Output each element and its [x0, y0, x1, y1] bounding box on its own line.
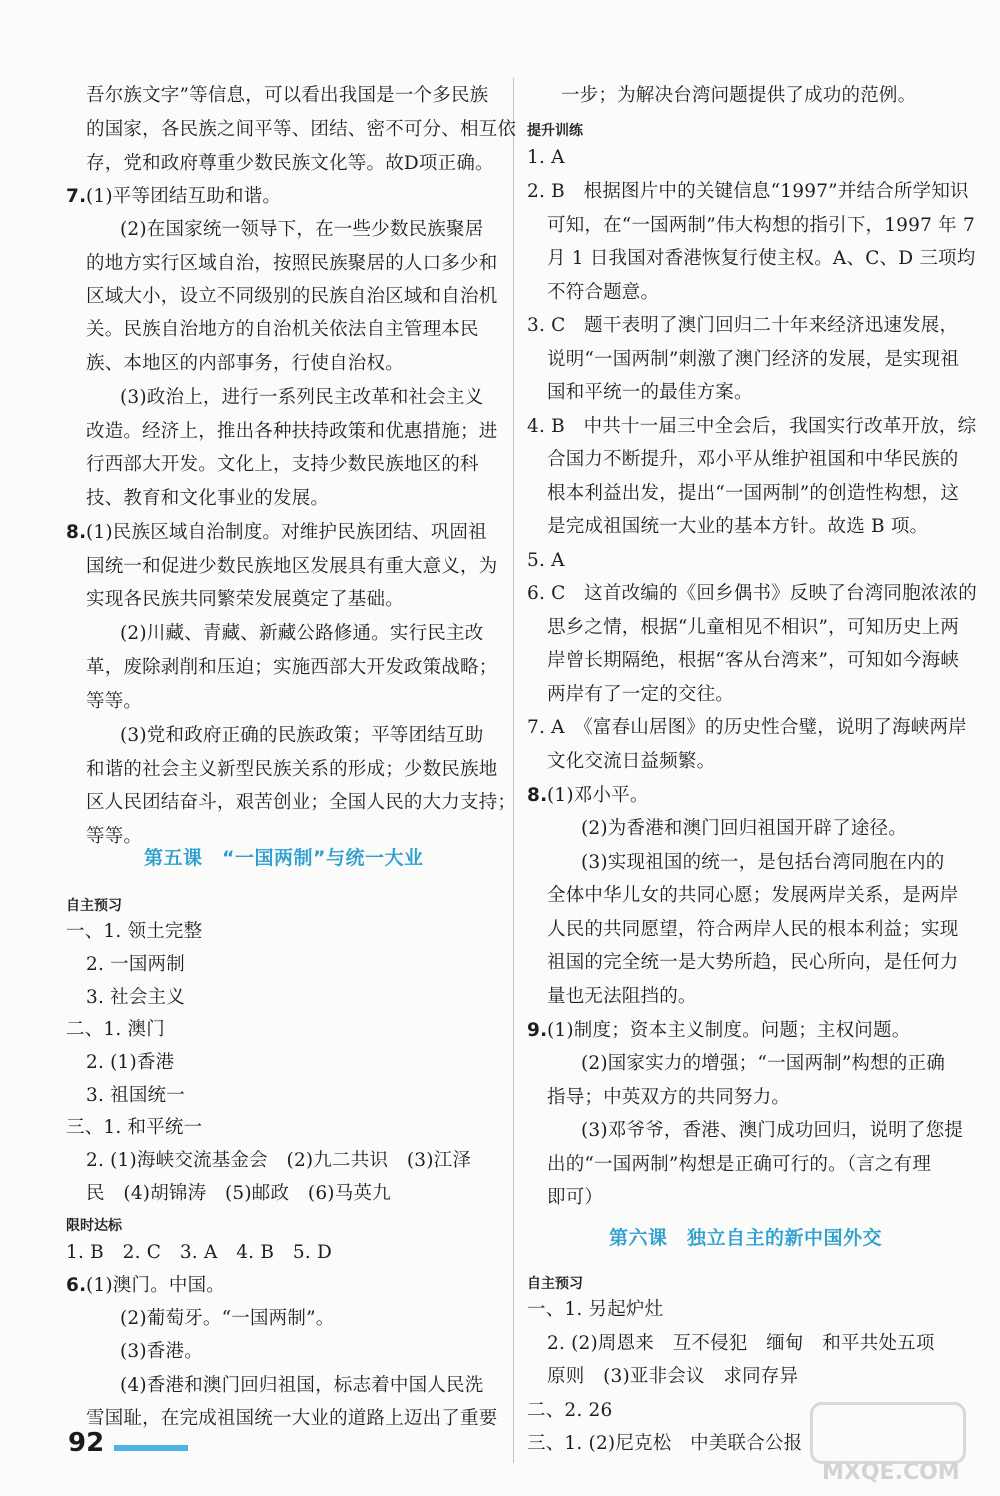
answer-line: 2. (1)海峡交流基金会 (2)九二共识 (3)江泽 [86, 1150, 472, 1171]
answer-line: 岸曾长期隔绝，根据“客从台湾来”，可知如今海峡 [547, 650, 960, 671]
answer-line: 1. B 2. C 3. A 4. B 5. D [66, 1242, 332, 1263]
answer-line: 二、2. 26 [527, 1400, 613, 1421]
answer-line: 行西部大开发。文化上，支持少数民族地区的科 [86, 454, 479, 475]
section-heading: 限时达标 [66, 1218, 122, 1234]
answer-line: 7. A 《富春山居图》的历史性合璧，说明了海峡两岸 [527, 717, 967, 738]
answer-line: 2. B 根据图片中的关键信息“1997”并结合所学知识 [527, 181, 969, 202]
answer-line: 3. 祖国统一 [86, 1085, 185, 1106]
lesson-title: 第六课 独立自主的新中国外交 [609, 1227, 883, 1249]
answer-line: 的地方实行区域自治，按照民族聚居的人口多少和 [86, 253, 498, 274]
answer-line: 祖国的完全统一是大势所趋，民心所向，是任何力 [547, 952, 959, 973]
answer-line: 指导；中英双方的共同努力。 [547, 1087, 791, 1108]
text-line: 一步；为解决台湾问题提供了成功的范例。 [561, 85, 917, 106]
answer-line: 国和平统一的最佳方案。 [547, 382, 753, 403]
question-number: 9. [527, 1020, 548, 1041]
answer-line: 是完成祖国统一大业的基本方针。故选 B 项。 [547, 516, 929, 537]
answer-line: (2)在国家统一领导下，在一些少数民族聚居 [120, 219, 484, 240]
answer-line: 4. B 中共十一届三中全会后，我国实行改革开放，综 [527, 416, 977, 437]
answer-line: 5. A [527, 550, 565, 571]
answer-line: (1)制度；资本主义制度。问题；主权问题。 [547, 1020, 911, 1041]
text-line: 吾尔族文字”等信息，可以看出我国是一个多民族 [86, 85, 489, 106]
answer-line: (1)邓小平。 [547, 785, 649, 806]
answer-line: (2)国家实力的增强；“一国两制”构想的正确 [581, 1053, 946, 1074]
section-heading: 自主预习 [527, 1276, 583, 1292]
watermark-url: MXQE.COM [822, 1460, 960, 1485]
answer-line: 技、教育和文化事业的发展。 [86, 488, 330, 509]
answer-line: 原则 (3)亚非会议 求同存异 [547, 1366, 799, 1387]
answer-line: 人民的共同愿望，符合两岸人民的根本利益；实现 [547, 919, 959, 940]
question-number: 8. [527, 785, 548, 806]
answer-line: 2. 一国两制 [86, 954, 185, 975]
answer-line: 2. (1)香港 [86, 1052, 175, 1073]
answer-line: 等等。 [86, 691, 143, 712]
answer-line: 一、1. 另起炉灶 [527, 1299, 664, 1320]
answer-line: (1)民族区域自治制度。对维护民族团结、巩固祖 [86, 522, 487, 543]
answer-line: 一、1. 领土完整 [66, 921, 203, 942]
answer-line: 3. 社会主义 [86, 987, 185, 1008]
watermark-stamp-icon [810, 1402, 966, 1464]
question-number: 7. [66, 186, 87, 207]
answer-line: 1. A [527, 147, 565, 168]
answer-line: 量也无法阻挡的。 [547, 986, 697, 1007]
answer-line: (3)邓爷爷，香港、澳门成功回归，说明了您提 [581, 1120, 964, 1141]
answer-line: 月 1 日我国对香港恢复行使主权。A、C、D 三项均 [547, 248, 976, 269]
answer-line: 雪国耻，在完成祖国统一大业的道路上迈出了重要 [86, 1408, 498, 1429]
answer-line: 和谐的社会主义新型民族关系的形成；少数民族地 [86, 759, 498, 780]
answer-line: 3. C 题干表明了澳门回归二十年来经济迅速发展， [527, 315, 959, 336]
answer-line: 二、1. 澳门 [66, 1019, 165, 1040]
answer-line: (3)实现祖国的统一，是包括台湾同胞在内的 [581, 852, 945, 873]
answer-line: 即可） [547, 1187, 604, 1208]
answer-line: (2)川藏、青藏、新藏公路修通。实行民主改 [120, 623, 484, 644]
answer-line: 出的“一国两制”构想是正确可行的。（言之有理 [547, 1154, 932, 1175]
section-heading: 提升训练 [527, 123, 583, 139]
answer-line: 不符合题意。 [547, 282, 660, 303]
answer-line: 区人民团结奋斗，艰苦创业；全国人民的大力支持； [86, 792, 517, 813]
answer-line: (1)澳门。中国。 [86, 1275, 226, 1296]
answer-line: (4)香港和澳门回归祖国，标志着中国人民洗 [120, 1375, 484, 1396]
answer-line: 国统一和促进少数民族地区发展具有重大意义，为 [86, 556, 498, 577]
answer-line: 区域大小，设立不同级别的民族自治区域和自治机 [86, 286, 498, 307]
answer-line: 2. (2)周恩来 互不侵犯 缅甸 和平共处五项 [547, 1333, 935, 1354]
text-line: 的国家，各民族之间平等、团结、密不可分、相互依 [86, 119, 517, 140]
answer-line: (2)葡萄牙。“一国两制”。 [120, 1308, 335, 1329]
watermark-logo [800, 1398, 980, 1488]
answer-line: 革，废除剥削和压迫；实施西部大开发政策战略； [86, 657, 498, 678]
answer-line: 三、1. (2)尼克松 中美联合公报 [527, 1433, 803, 1454]
answer-line: (3)党和政府正确的民族政策；平等团结互助 [120, 725, 484, 746]
answer-line: 民 (4)胡锦涛 (5)邮政 (6)马英九 [86, 1183, 391, 1204]
answer-line: (3)香港。 [120, 1341, 203, 1362]
answer-line: 可知，在“一国两制”伟大构想的指引下，1997 年 7 [547, 215, 975, 236]
column-divider [513, 78, 514, 1463]
answer-line: 等等。 [86, 826, 143, 847]
answer-line: 实现各民族共同繁荣发展奠定了基础。 [86, 589, 404, 610]
answer-line: 关。民族自治地方的自治机关依法自主管理本民 [86, 319, 479, 340]
answer-line: 合国力不断提升，邓小平从维护祖国和中华民族的 [547, 449, 959, 470]
question-number: 6. [66, 1275, 87, 1296]
page-number: 92 [68, 1428, 105, 1458]
section-heading: 自主预习 [66, 898, 122, 914]
answer-line: 全体中华儿女的共同心愿；发展两岸关系，是两岸 [547, 885, 959, 906]
answer-line: (1)平等团结互助和谐。 [86, 186, 282, 207]
answer-line: (2)为香港和澳门回归祖国开辟了途径。 [581, 818, 908, 839]
answer-line: 三、1. 和平统一 [66, 1117, 203, 1138]
answer-line: 根本利益出发，提出“一国两制”的创造性构想，这 [547, 483, 960, 504]
answer-line: 文化交流日益频繁。 [547, 751, 716, 772]
answer-line: 6. C 这首改编的《回乡偶书》反映了台湾同胞浓浓的 [527, 583, 977, 604]
answer-line: 思乡之情，根据“儿童相见不相识”，可知历史上两 [547, 617, 960, 638]
answer-line: 族、本地区的内部事务，行使自治权。 [86, 353, 404, 374]
page-number-accent-bar [114, 1445, 188, 1451]
question-number: 8. [66, 522, 87, 543]
answer-line: 改造。经济上，推出各种扶持政策和优惠措施；进 [86, 421, 498, 442]
answer-line: 说明“一国两制”刺激了澳门经济的发展，是实现祖 [547, 349, 960, 370]
lesson-title: 第五课 “一国两制”与统一大业 [144, 847, 424, 869]
text-line: 存，党和政府尊重少数民族文化等。故D项正确。 [86, 153, 494, 174]
answer-line: (3)政治上，进行一系列民主改革和社会主义 [120, 387, 484, 408]
answer-line: 两岸有了一定的交往。 [547, 684, 735, 705]
